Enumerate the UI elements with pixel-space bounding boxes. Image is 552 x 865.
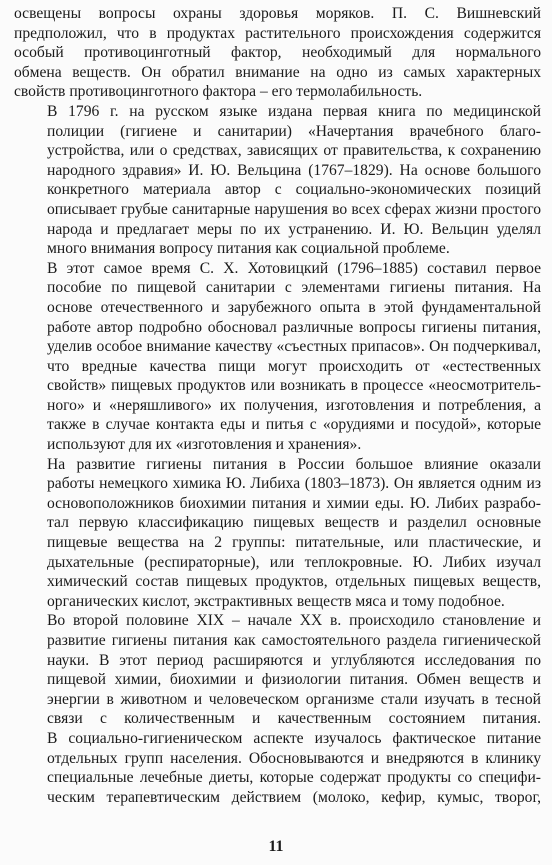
paragraph [14, 455, 541, 612]
text-line: используют для их «изготовления и хранения». [47, 436, 362, 454]
paragraph [14, 102, 541, 259]
text-line: также в случае контакта еды и питья с «орудиями и посудой», которые [47, 416, 541, 434]
text-line: пищевые вещества на 2 группы: питательные, или пластические, и [47, 534, 541, 552]
text-line: свойств противоцинготного фактора – его термолабильность. [14, 83, 423, 101]
text-line: специальные лечебные диеты, которые содержат продукты со специфи- [47, 769, 541, 787]
text-line: что вредные качества пищи могут происходить от «естественных [47, 357, 541, 375]
text-line: В 1796 г. на русском языке издана первая книга по медицинской [47, 102, 541, 120]
text-line: работе автор подробно обосновал различные вопросы гигиены питания, [47, 318, 541, 336]
paragraph [14, 611, 541, 807]
text-line: много внимания вопросу питания как социальной проблеме. [47, 240, 450, 258]
text-line: На развитие гигиены питания в России большое влияние оказали [47, 455, 541, 473]
text-line: отдельных групп населения. Обосновываются и внедряются в клинику [47, 749, 541, 767]
text-line: Во второй половине XIX – начале XX в. происходило становление и [47, 612, 541, 630]
paragraph [14, 4, 541, 102]
text-line: науки. В этот период расширяются и углубляются исследования по [47, 651, 541, 669]
text-line: основе отечественного и зарубежного опыта в этой фундаментальной [47, 298, 541, 316]
text-line: пособие по пищевой санитарии с элементами гигиены питания. На [47, 279, 541, 297]
text-line: органических кислот, экстрактивных веществ мяса и тому подобное. [47, 592, 505, 610]
text-line: описывает грубые санитарные нарушения во всех сферах жизни простого [47, 200, 541, 218]
text-line: полиции (гигиене и санитарии) «Начертания врачебного благо- [47, 122, 541, 140]
text-line: энергии в животном и человеческом организме стали изучать в тесной [47, 690, 541, 708]
text-line: устройства, или о средствах, зависящих от правительства, к сохранению [47, 142, 541, 160]
text-line: В социально-гигиеническом аспекте изучалось фактическое питание [47, 729, 541, 747]
paragraph [14, 259, 541, 455]
text-line: народа и предлагает меры по их устранению. И. Ю. Вельцин уделял [47, 220, 541, 238]
text-line: работы немецкого химика Ю. Либиха (1803–1873). Он является одним из [47, 475, 541, 493]
text-line: ческим терапевтическим действием (молоко, кефир, кумыс, творог, [47, 788, 541, 806]
text-line: дыхательные (респираторные), или теплокровные. Ю. Либих изучал [47, 553, 541, 571]
text-line: народного здравия» И. Ю. Вельцина (1767–1829). На основе большого [47, 161, 541, 179]
text-line: предположил, что в продуктах растительного происхождения содержится [14, 24, 541, 42]
text-line: связи с количественным и качественным состоянием питания. [47, 710, 541, 728]
text-line: особый противоцинготный фактор, необходимый для нормального [14, 44, 541, 62]
text-line: химический состав пищевых продуктов, отдельных пищевых веществ, [47, 573, 541, 591]
text-line: освещены вопросы охраны здоровья моряков. П. С. Вишневский [14, 5, 541, 22]
text-line: конкретного материала автор с социально-экономических позиций [47, 181, 541, 199]
text-line: пищевой химии, биохимии и физиологии питания. Обмен веществ и [47, 671, 541, 689]
text-line: свойств» пищевых продуктов или возникать в процессе «неосмотритель- [47, 377, 541, 395]
text-line: уделив особое внимание качеству «съестных припасов». Он подчеркивал, [47, 338, 541, 356]
text-line: обмена веществ. Он обратил внимание на одно из самых характерных [14, 63, 541, 81]
text-line: ного» и «неряшливого» их получения, изготовления и потребления, а [47, 396, 541, 414]
body-text [14, 4, 541, 807]
text-line: развитие гигиены питания как самостоятельного раздела гигиенической [47, 632, 541, 649]
text-line: В этот самое время С. Х. Хотовицкий (1796–1885) составил первое [47, 259, 541, 277]
text-line: тал первую классификацию пищевых веществ и разделил основные [47, 514, 541, 532]
text-line: основоположников биохимии питания и химии еды. Ю. Либих разрабо- [47, 494, 541, 512]
page-number: 11 [268, 838, 284, 855]
